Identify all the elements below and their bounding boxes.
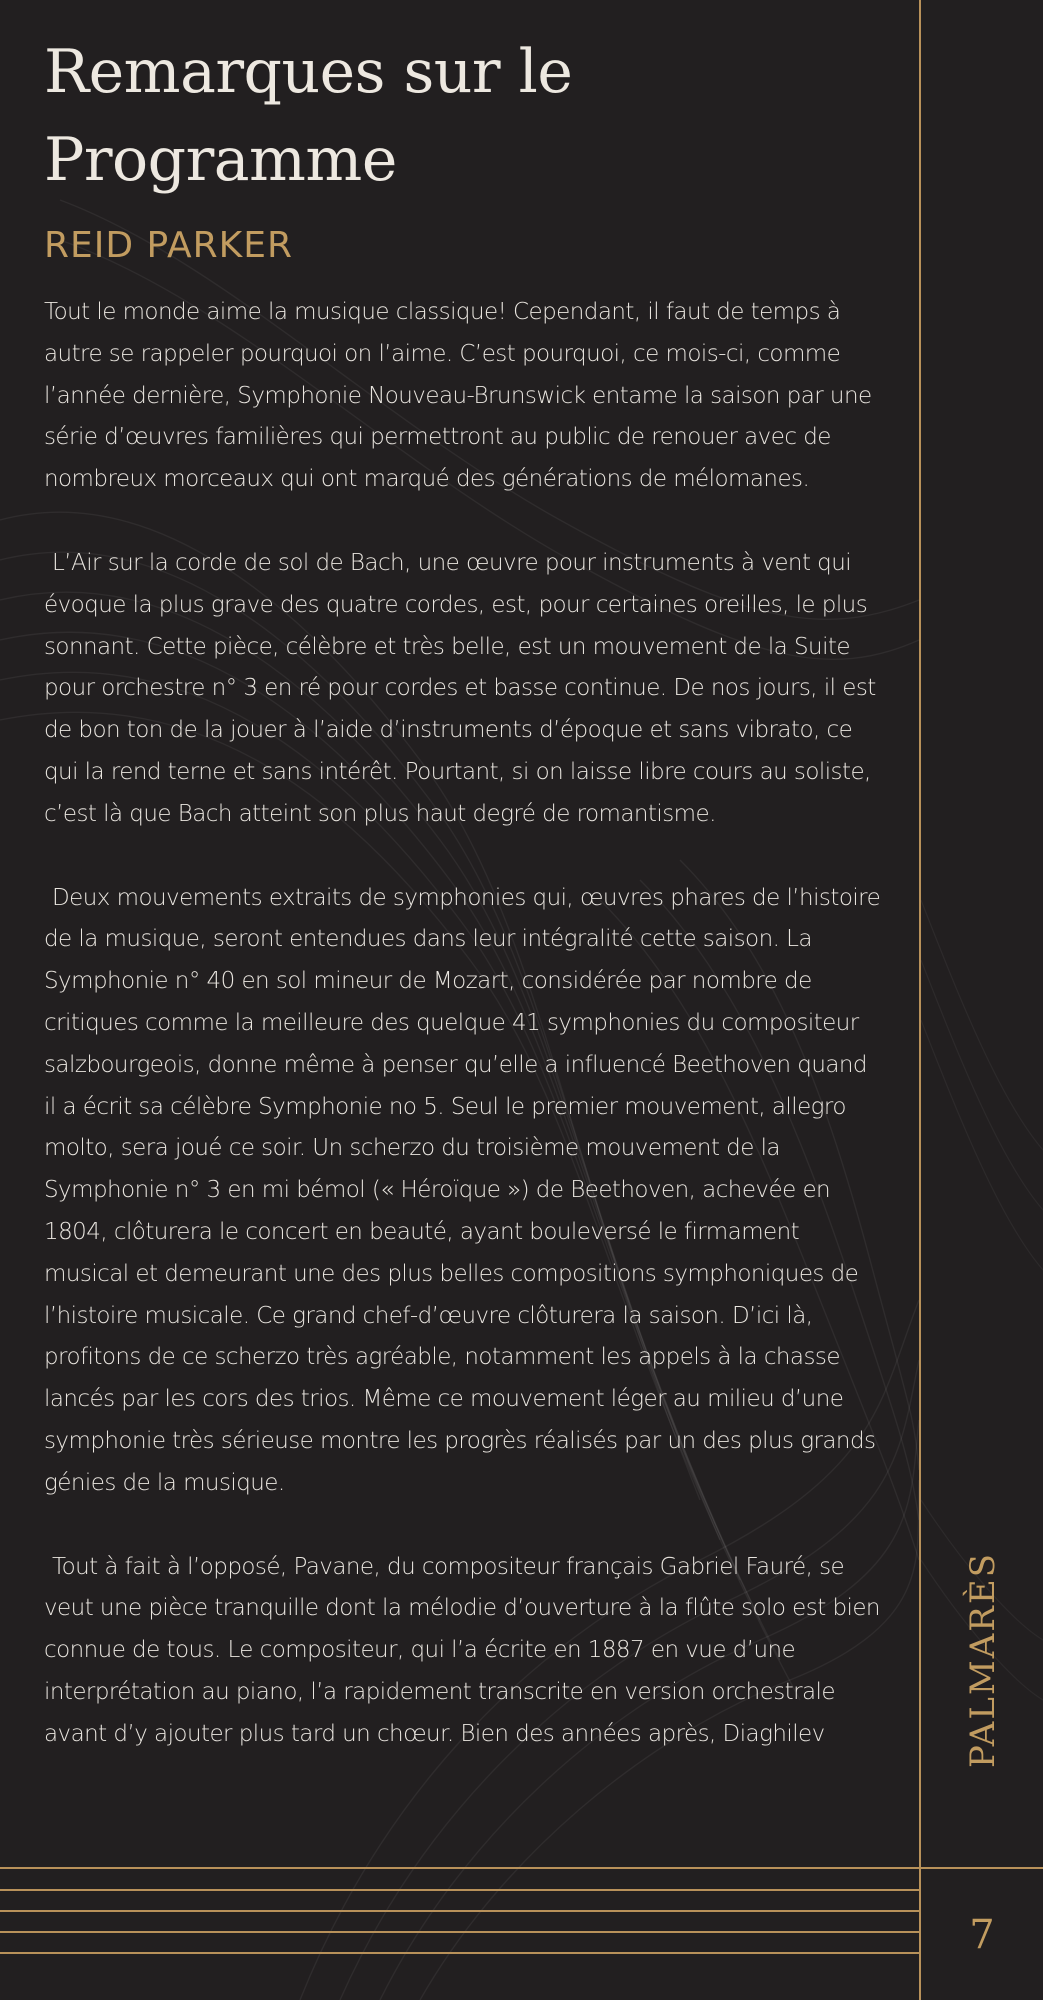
article <box>44 28 884 1798</box>
sidebar-section-label: PALMARÈS <box>963 1552 1003 1768</box>
staff-line-4 <box>0 1931 919 1933</box>
staff-line-3 <box>0 1910 919 1912</box>
paragraph-faure: Tout à fait à l’opposé, Pavane, du compositeur français Gabriel Fauré, se veut une pièce tranquille dont la mélodie d’ouverture à la flûte solo est bien connue de tous. Le compositeur, qui l’a écrite en 1887 en vue d’une interprétation au piano, l’a rapidement transcrite en version orchestrale avant d’y ajouter plus tard un chœur. Bien des années après, Diaghilev <box>44 1553 880 1747</box>
paragraph-bach: L’Air sur la corde de sol de Bach, une œuvre pour instruments à vent qui évoque la plus grave des quatre cordes, est, pour certaines oreilles, le plus sonnant. Cette pièce, célèbre et très belle, est un mouvement de la Suite pour orchestre n° 3 en ré pour cordes et basse continue. De nos jours, il est de bon ton de la jouer à l’aide d’instruments d’époque et sans vibrato, ce qui la rend terne et sans intérêt. Pourtant, si on laisse libre cours au soliste, c’est là que Bach atteint son plus haut degré de romantisme. <box>44 549 876 827</box>
staff-line-5 <box>0 1952 919 1954</box>
author-name: REID PARKER <box>44 225 293 266</box>
staff-line-2 <box>0 1889 919 1891</box>
title-line-2: Programme <box>44 125 397 195</box>
page-title <box>44 28 884 204</box>
sidebar-divider <box>919 0 921 2000</box>
page-number: 7 <box>969 1912 995 1958</box>
title-line-1: Remarques sur le <box>44 37 573 107</box>
staff-line-1 <box>0 1867 1043 1869</box>
paragraph-intro: Tout le monde aime la musique classique! Cependant, il faut de temps à autre se rappeler pourquoi on l’aime. C’est pourquoi, ce mois-ci, comme l’année dernière, Symphonie Nouveau-Brunswick entame la saison par une série d’œuvres familières qui permettront au public de renouer avec de nombreux morceaux qui ont marqué des générations de mélomanes. <box>44 299 872 493</box>
paragraph-symphonies: Deux mouvements extraits de symphonies qui, œuvres phares de l’histoire de la musique, seront entendues dans leur intégralité cette saison. La Symphonie n° 40 en sol mineur de Mozart, considérée par nombre de critiques comme la meilleure des quelque 41 symphonies du compositeur salzbourgeois, donne même à penser qu’elle a influencé Beethoven quand il a écrit sa célèbre Symphonie no 5. Seul le premier mouvement, allegro molto, sera joué ce soir. Un scherzo du troisième mouvement de la Symphonie n° 3 en mi bémol (« Héroïque ») de Beethoven, achevée en 1804, clôturera le concert en beauté, ayant bouleversé le firmament musical et demeurant une des plus belles compositions symphoniques de l’histoire musicale. Ce grand chef-d’œuvre clôturera la saison. D’ici là, profitons de ce scherzo très agréable, notamment les appels à la chasse lancés par les cors des trios. Même ce mouvement léger au milieu d’une symphonie très sérieuse montre les progrès réalisés par un des plus grands génies de la musique. <box>44 884 881 1496</box>
